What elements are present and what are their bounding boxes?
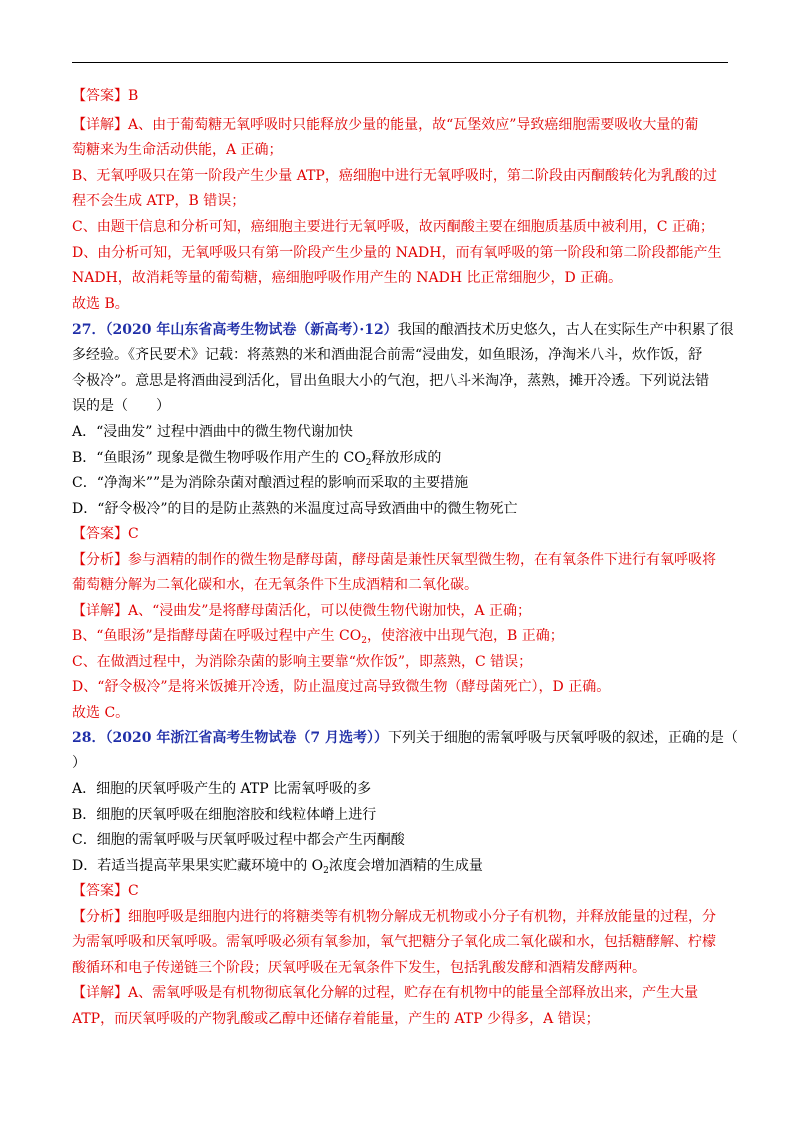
text-line <box>72 753 732 773</box>
text-line <box>72 448 732 468</box>
text-line <box>72 243 732 263</box>
text-line <box>72 371 732 391</box>
text-line <box>72 958 732 978</box>
text-segment: ） <box>72 755 86 771</box>
header-rule <box>72 62 728 63</box>
text-line <box>72 983 732 1003</box>
text-segment: 下列关于细胞的需氧呼吸与厌氧呼吸的叙述，正确的是（ <box>387 730 738 746</box>
text-line <box>72 805 732 825</box>
text-segment: C、在做酒过程中，为消除杂菌的影响主要靠“炊作饭”，即蒸熟，C 错误； <box>72 654 533 670</box>
text-segment: 28． <box>72 730 106 746</box>
text-line <box>72 191 732 211</box>
text-segment: 【答案】B <box>72 88 139 104</box>
text-segment: C．细胞的需氧呼吸与厌氧呼吸过程中都会产生丙酮酸 <box>72 832 405 848</box>
subscript: 2 <box>365 458 372 468</box>
text-segment: 多经验。《齐民要术》记载：将蒸熟的米和酒曲混合前需“浸曲发，如鱼眼汤，净淘米八斗，炊作饭，舒 <box>72 347 703 363</box>
text-segment: 【详解】A、需氧呼吸是有机物彻底氧化分解的过程，贮存在有机物中的能量全部释放出来，产生大量 <box>72 985 699 1001</box>
text-segment: ，使溶液中出现气泡，B 正确； <box>366 628 564 644</box>
text-line <box>72 320 732 340</box>
text-line <box>72 166 732 186</box>
text-line <box>72 626 732 646</box>
text-line <box>72 345 732 365</box>
text-line <box>72 728 738 748</box>
text-line <box>72 575 732 595</box>
text-segment: ATP，而厌氧呼吸的产物乳酸或乙醇中还储存着能量，产生的 ATP 少得多，A 错误； <box>72 1011 600 1027</box>
text-line <box>72 86 732 106</box>
text-segment: D、“舒令极冷”是将米饭摊开冷透，防止温度过高导致微生物（酵母菌死亡），D 正确。 <box>72 679 611 695</box>
text-line <box>72 779 732 799</box>
text-segment: 故选 C。 <box>72 705 130 721</box>
text-segment: A．“浸曲发” 过程中酒曲中的微生物代谢加快 <box>72 424 353 440</box>
text-line <box>72 396 732 416</box>
text-segment: （2020 年山东省高考生物试卷（新高考）·12） <box>105 322 398 338</box>
text-segment: B．“鱼眼汤” 现象是微生物呼吸作用产生的 CO <box>72 450 366 466</box>
text-segment: 酸循环和电子传递链三个阶段；厌氧呼吸在无氧条件下发生，包括乳酸发酵和酒精发酵两种。 <box>72 960 646 976</box>
text-segment: 葡萄糖分解为二氧化碳和水，在无氧条件下生成酒精和二氧化碳。 <box>72 577 478 593</box>
text-segment: 【答案】C <box>72 526 139 542</box>
text-line <box>72 550 732 570</box>
text-line <box>72 422 732 442</box>
text-line <box>72 601 732 621</box>
text-line <box>72 881 732 901</box>
text-segment: C．“净淘米””是为消除杂菌对酿酒过程的影响而采取的主要措施 <box>72 475 469 491</box>
text-line <box>72 907 732 927</box>
text-segment: D．若适当提高苹果果实贮藏环境中的 O <box>72 858 324 874</box>
text-line <box>72 1009 732 1029</box>
text-line <box>72 140 732 160</box>
text-line <box>72 217 732 237</box>
text-segment: 令极冷”。意思是将酒曲浸到活化，冒出鱼眼大小的气泡，把八斗米淘净，蒸熟，摊开冷透。下列说法错 <box>72 373 710 389</box>
text-segment: NADH，故消耗等量的葡萄糖，癌细胞呼吸作用产生的 NADH 比正常细胞少，D 正确。 <box>72 270 623 286</box>
text-segment: A．细胞的厌氧呼吸产生的 ATP 比需氧呼吸的多 <box>72 781 372 797</box>
text-segment: 释放形成的 <box>371 450 442 466</box>
text-segment: 我国的酿酒技术历史悠久，古人在实际生产中积累了很 <box>397 322 734 338</box>
text-line <box>72 524 732 544</box>
text-segment: B、无氧呼吸只在第一阶段产生少量 ATP，癌细胞中进行无氧呼吸时，第二阶段由丙酮酸转化为乳酸的过 <box>72 168 717 184</box>
text-segment: 浓度会增加酒精的生成量 <box>328 858 483 874</box>
text-segment: 【分析】细胞呼吸是细胞内进行的将糖类等有机物分解成无机物或小分子有机物，并释放能量的过程，分 <box>72 909 716 925</box>
text-segment: D、由分析可知，无氧呼吸只有第一阶段产生少量的 NADH，而有氧呼吸的第一阶段和第二阶段都能产生 <box>72 245 722 261</box>
text-segment: 【答案】C <box>72 883 139 899</box>
text-line <box>72 294 732 314</box>
text-segment: 【详解】A、“浸曲发”是将酵母菌活化，可以使微生物代谢加快，A 正确； <box>72 603 531 619</box>
text-segment: B．细胞的厌氧呼吸在细胞溶胶和线粒体嵴上进行 <box>72 807 377 823</box>
text-line <box>72 856 732 876</box>
text-segment: 为需氧呼吸和厌氧呼吸。需氧呼吸必须有氧参加，氧气把糖分子氧化成二氧化碳和水，包括糖酵解、柠檬 <box>72 934 716 950</box>
text-segment: 【详解】A、由于葡萄糖无氧呼吸时只能释放少量的能量，故“瓦堡效应”导致癌细胞需要吸收大量的葡 <box>72 117 699 133</box>
text-line <box>72 473 732 493</box>
text-segment: C、由题干信息和分析可知，癌细胞主要进行无氧呼吸，故丙酮酸主要在细胞质基质中被利用，C 正确； <box>72 219 714 235</box>
text-segment: 27． <box>72 322 106 338</box>
text-segment: 误的是（ ） <box>72 398 170 414</box>
text-line <box>72 703 732 723</box>
text-segment: （2020 年浙江省高考生物试卷（7 月选考）） <box>105 730 388 746</box>
text-line <box>72 677 732 697</box>
text-line <box>72 932 732 952</box>
text-segment: 【分析】参与酒精的制作的微生物是酵母菌，酵母菌是兼性厌氧型微生物，在有氧条件下进行有氧呼吸将 <box>72 552 716 568</box>
text-segment: 萄糖来为生命活动供能，A 正确； <box>72 142 283 158</box>
text-line <box>72 268 732 288</box>
text-segment: B、“鱼眼汤”是指酵母菌在呼吸过程中产生 CO <box>72 628 362 644</box>
text-segment: 故选 B。 <box>72 296 129 312</box>
subscript: 2 <box>361 636 367 646</box>
text-line <box>72 830 732 850</box>
text-line <box>72 499 732 519</box>
text-line <box>72 115 732 135</box>
text-segment: 程不会生成 ATP，B 错误； <box>72 193 246 209</box>
text-segment: D．“舒令极冷”的目的是防止蒸熟的米温度过高导致酒曲中的微生物死亡 <box>72 501 518 517</box>
subscript: 2 <box>323 866 329 876</box>
text-line <box>72 652 732 672</box>
